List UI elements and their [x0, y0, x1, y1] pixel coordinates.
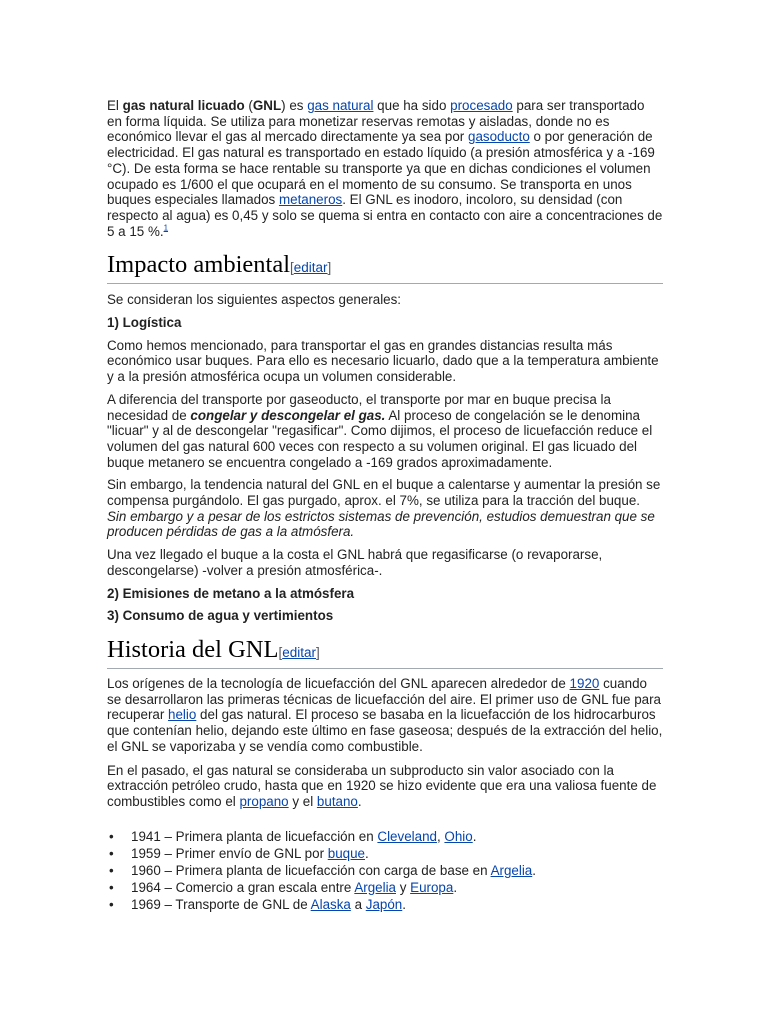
list-item: • 1941 – Primera planta de licuefacción en Cleveland, Ohio. [131, 828, 663, 845]
paragraph-logistica-2: A diferencia del transporte por gaseoducto, el transporte por mar en buque precisa la necesidad de congelar y descongelar el gas. Al proceso de congelación se le denomina "licuar" y al de descongelar "regasificar". Como dijimos, el proceso de licuefacción reduce el volumen del gas natural 600 veces con respecto a su volumen original. El gas licuado del buque metanero se encuentra congelado a -169 grados aproximadamente. [107, 391, 653, 470]
abbr-gnl-bold: GNL [252, 98, 282, 113]
paragraph-general: Se consideran los siguientes aspectos generales: [107, 292, 402, 308]
intro-paragraph: El gas natural licuado (GNL) es gas natural que ha sido procesado para ser transportado en forma líquida. Se utiliza para monetizar reservas remotas y aisladas, donde no es económico llevar el gas al mercado directamente ya sea por gasoducto o por generación de electricidad. El gas natural es transportado en estado líquido (a presión atmosférica y a -169 °C). De esta forma se hace rentable su transporte ya que en dichas condiciones el volumen ocupado es 1/600 el que ocupará en el momento de su consumo. Se transporta en unos buques especiales llamados metaneros. El GNL es inodoro, incoloro, su densidad (con respecto al agua) es 0,45 y solo se quema si entra en contacto con aire a concentraciones de 5 a 15 %.$^1$ [107, 98, 663, 239]
link-ohio[interactable]: Ohio [444, 828, 473, 844]
link-argelia-2[interactable]: Argelia [354, 879, 396, 895]
term-gnl-bold: gas natural licuado [122, 98, 245, 113]
link-alaska[interactable]: Alaska [310, 896, 351, 912]
link-europa[interactable]: Europa [410, 879, 454, 895]
section-heading-historia: Historia del GNL[editar] [107, 636, 663, 669]
edit-section-link-wrapper: [editar] [290, 260, 332, 276]
paragraph-historia-2: En el pasado, el gas natural se consideraba un subproducto sin valor asociado con la extracción petróleo crudo, hasta que en 1920 se hizo evidente que era una valiosa fuente de combustibles como el propano y el butano. [107, 762, 657, 809]
paragraph-historia-1: Los orígenes de la tecnología de licuefacción del GNL aparecen alrededor de 1920 cuando se desarrollaron las primeras técnicas de licuefacción del aire. El primer uso de GNL fue para recuperar helio del gas natural. El proceso se basaba en la licuefacción de los hidrocarburos que contenían helio, dejando este último en fase gaseosa; después de la extracción del helio, el GNL se vaporizaba y se vendía como combustible. [107, 675, 663, 754]
link-japon[interactable]: Japón [365, 896, 403, 912]
link-helio[interactable]: helio [168, 707, 197, 723]
subheading-agua: 3) Consumo de agua y vertimientos [107, 608, 334, 624]
list-item: • 1969 – Transporte de GNL de Alaska a Japón. [131, 896, 663, 913]
list-item: • 1964 – Comercio a gran escala entre Argelia y Europa. [131, 879, 663, 896]
link-buque[interactable]: buque [327, 845, 365, 861]
link-gas-natural[interactable]: gas natural [307, 98, 374, 113]
link-butano[interactable]: butano [316, 793, 358, 809]
edit-section-link[interactable]: editar [293, 260, 328, 276]
paragraph-logistica-4: Una vez llegado el buque a la costa el GNL habrá que regasificarse (o revaporarse, descongelarse) -volver a presión atmosférica-. [107, 547, 603, 578]
paragraph-logistica-1: Como hemos mencionado, para transportar el gas en grandes distancias resulta más económico usar buques. Para ello es necesario licuarlo, dado que a la temperatura ambiente y a la presión atmosférica ocupa un volumen considerable. [107, 337, 659, 385]
section-heading-impacto: Impacto ambiental[editar] [107, 251, 663, 284]
reference-link[interactable]: 1 [163, 223, 169, 233]
subheading-emisiones: 2) Emisiones de metano a la atmósfera [107, 585, 355, 601]
link-argelia[interactable]: Argelia [490, 862, 533, 878]
article-content [107, 98, 663, 913]
subheading-logistica: 1) Logística [107, 315, 182, 331]
timeline-list [107, 828, 663, 913]
list-item: • 1960 – Primera planta de licuefacción con carga de base en Argelia. [131, 862, 663, 879]
link-cleveland[interactable]: Cleveland [377, 828, 437, 844]
link-propano[interactable]: propano [239, 793, 289, 809]
edit-section-link-2[interactable]: editar [282, 644, 317, 660]
emphasis-congelar: congelar y descongelar el gas. [190, 407, 386, 423]
link-metaneros[interactable]: metaneros [278, 192, 343, 208]
list-item: • 1959 – Primer envío de GNL por buque. [131, 845, 663, 862]
italic-perdidas: Sin embargo y a pesar de los estrictos sistemas de prevención, estudios demuestran que se producen pérdidas de gas a la atmósfera. [107, 508, 655, 540]
link-1920[interactable]: 1920 [569, 675, 600, 691]
paragraph-logistica-3: Sin embargo, la tendencia natural del GNL en el buque a calentarse y aumentar la presión se compensa purgándolo. El gas purgado, aprox. el 7%, se utiliza para la tracción del buque. Sin embargo y a pesar de los estrictos sistemas de prevención, estudios demuestran que se producen pérdidas de gas a la atmósfera. [107, 477, 661, 540]
edit-section-link-wrapper-2: [editar] [278, 644, 320, 660]
link-procesado[interactable]: procesado [450, 98, 513, 113]
link-gasoducto[interactable]: gasoducto [468, 129, 530, 145]
